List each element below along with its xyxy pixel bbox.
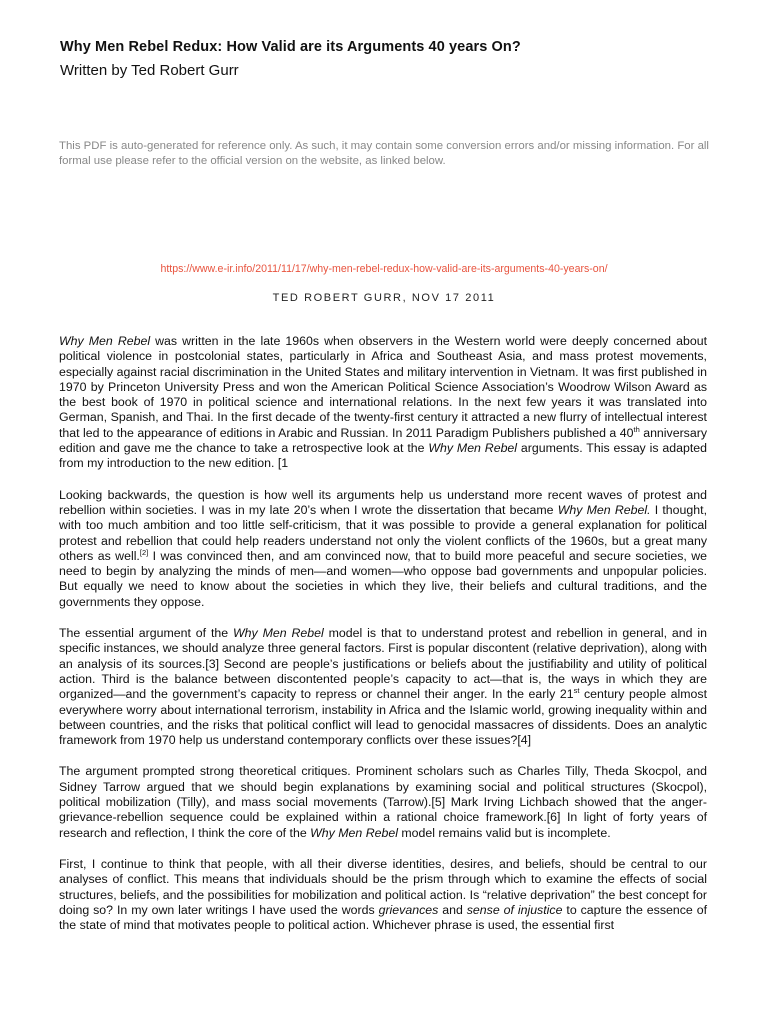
body-paragraph-3 [59, 626, 707, 748]
book-title: Why Men Rebel. [557, 502, 651, 517]
author-date-line: TED ROBERT GURR, NOV 17 2011 [272, 292, 496, 304]
paragraph-text: and [438, 902, 467, 917]
paragraph-text: I was convinced then, and am convinced now, that to build more peaceful and secure societies, we need to begin by analyzing the minds of men—and women—who oppose bad governments and unpopular policies. But equally we need to know about the societies in which they live, their beliefs and cultural traditions, and the governments they oppose. [59, 548, 707, 609]
paragraph-text: I thought, with too much ambition and too little self-criticism, that it was possible to provide a general explanation for political protest and rebellion that could help readers understand not only the violent conflicts of the 1960s, but a great many others as well. [59, 502, 707, 563]
paragraph-text: First, I continue to think that people, with all their diverse identities, desires, and beliefs, should be central to our analyses of conflict. This means that individuals should be the prism through which to examine the effects of social structures, beliefs, and the possibilities for mobilization and political action. Is “relative deprivation” the best concept for doing so? In my own later writings I have used the words [59, 856, 707, 917]
article-title: Why Men Rebel Redux: How Valid are its Arguments 40 years On? [60, 39, 521, 55]
paragraph-text: century people almost everywhere worry about international terrorism, instability in Africa and the Islamic world, growing inequality within and between countries, and the risks that political conflict will lead to genocidal massacres of dissidents. Does an analytic framework from 1970 help us understand contemporary conflicts over these issues?[4] [59, 687, 707, 748]
paragraph-text: model is that to understand protest and rebellion in general, and in specific instances, we should analyze three general factors. First is popular discontent (relative deprivation), along with an analysis of its sources.[3] Second are people’s justifications or beliefs about the justifiability and utility of political action. Third is the balance between discontented people’s capacity to act—that is, the ways in which they are organized—and the government’s capacity to repress or channel their anger. In the early 21 [59, 626, 708, 702]
paragraph-text: Looking backwards, the question is how well its arguments help us understand more recent waves of protest and rebellion within societies. I was in my late 20’s when I wrote the dissertation that became [59, 487, 707, 517]
superscript: st [573, 686, 580, 696]
body-paragraph-1 [59, 334, 707, 472]
article-byline: Written by Ted Robert Gurr [60, 62, 239, 79]
emphasis-term: sense of injustice [466, 902, 563, 917]
book-title: Why Men Rebel [310, 825, 398, 840]
paragraph-text: was written in the late 1960s when observers in the Western world were deeply concerned about political violence in postcolonial states, particularly in Africa and Southeast Asia, and mass protest movements, especially against racial discrimination in the United States and military intervention in Vietnam. It was first published in 1970 by Princeton University Press and won the American Political Science Association’s Woodrow Wilson Award as the best book of 1970 in political science and international relations. In the next few years it was translated into German, Spanish, and Thai. In the first decade of the twenty-first century it attracted a new flurry of intellectual interest that led to the appearance of editions in Arabic and Russian. In 2011 Paradigm Publishers published a 40 [59, 334, 707, 440]
body-paragraph-2 [59, 488, 707, 610]
footnote-ref[interactable]: [2] [139, 547, 149, 557]
book-title: Why Men Rebel [428, 441, 518, 456]
superscript: th [633, 424, 640, 434]
paragraph-text: model remains valid but is incomplete. [397, 825, 611, 840]
paragraph-text: The essential argument of the [59, 626, 234, 641]
body-paragraph-5 [59, 857, 707, 933]
paragraph-text: arguments. This essay is adapted from my introduction to the new edition. [1 [59, 441, 707, 471]
paragraph-text: anniversary edition and gave me the chance to take a retrospective look at the [59, 425, 708, 456]
paragraph-text: to capture the essence of the state of mind that motivates people to political action. Whichever phrase is used, the essential first [59, 902, 708, 933]
body-paragraph-4 [59, 764, 707, 840]
paragraph-text: The argument prompted strong theoretical critiques. Prominent scholars such as Charles Tilly, Theda Skocpol, and Sidney Tarrow argued that we should begin explanations by examining social and political structures (Skocpol), political mobilization (Tilly), and mass social movements (Tarrow).[5] Mark Irving Lichbach showed that the anger-grievance-rebellion sequence could be explained within a rational choice framework.[6] In light of forty years of research and reflection, I think the core of the [59, 764, 707, 840]
source-url-link[interactable]: https://www.e-ir.info/2011/11/17/why-men-rebel-redux-how-valid-are-its-arguments-40-years-on/ [160, 263, 608, 275]
book-title: Why Men Rebel [233, 626, 324, 641]
emphasis-term: grievances [378, 902, 439, 917]
book-title: Why Men Rebel [59, 334, 151, 348]
article-body [59, 334, 707, 949]
auto-generated-notice: This PDF is auto-generated for reference only. As such, it may contain some conversion errors and/or missing information. For all formal use please refer to the official version on the website, as linked below. [59, 140, 709, 168]
